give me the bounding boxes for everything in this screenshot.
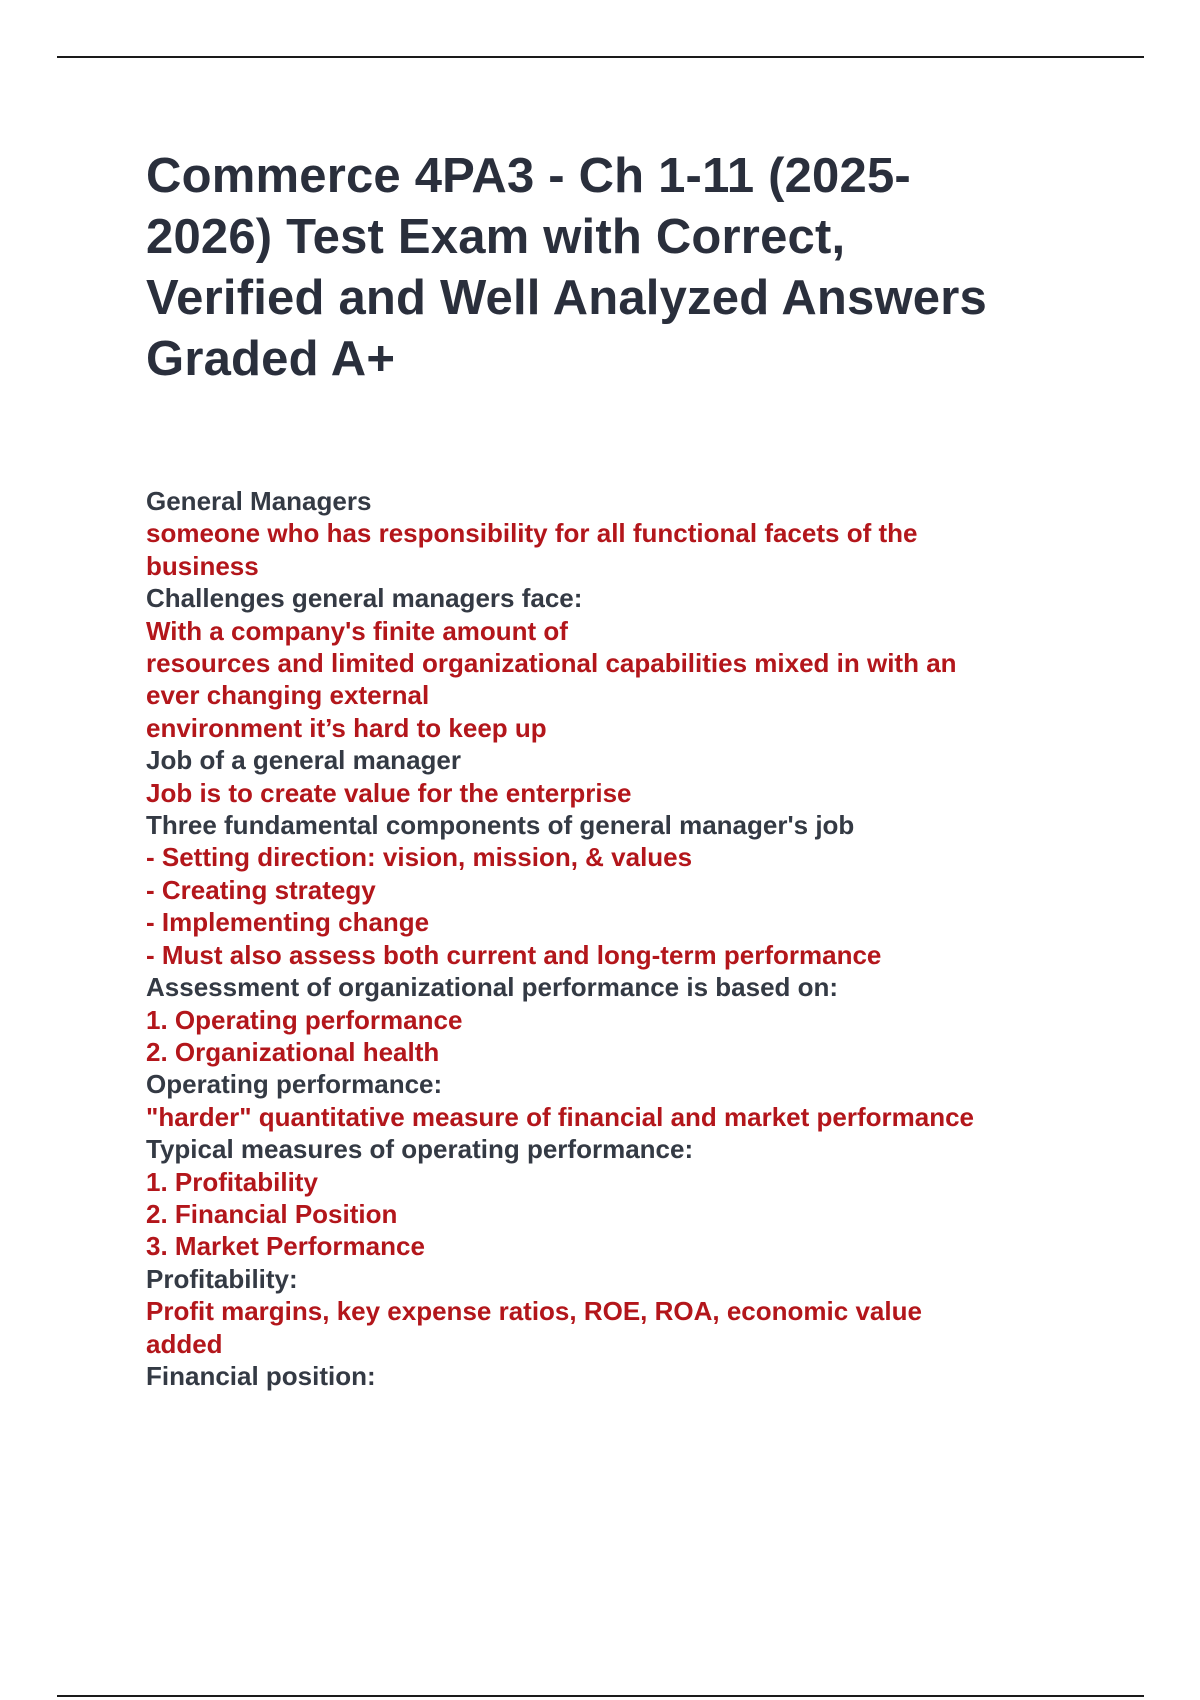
- title-line: Graded A+: [146, 332, 396, 386]
- flashcard-answer: Job is to create value for the enterprise: [146, 777, 632, 808]
- flashcard-term: Assessment of organizational performance is based on:: [146, 972, 839, 1003]
- flashcard-answer: Profit margins, key expense ratios, ROE, ROA, economic value: [146, 1296, 922, 1327]
- flashcard-term: Typical measures of operating performance:: [146, 1134, 694, 1165]
- flashcard-answer: business: [146, 550, 259, 581]
- flashcard-answer: ever changing external: [146, 680, 430, 711]
- flashcard-answer: - Setting direction: vision, mission, & values: [146, 842, 693, 873]
- flashcard-answer: 3. Market Performance: [146, 1231, 425, 1262]
- flashcard-answer: - Must also assess both current and long-term performance: [146, 939, 882, 970]
- flashcard-answer: 2. Organizational health: [146, 1036, 440, 1067]
- flashcard-answer: - Creating strategy: [146, 874, 376, 905]
- flashcard-answer: resources and limited organizational capabilities mixed in with an: [146, 648, 957, 679]
- flashcard-answer: 2. Financial Position: [146, 1198, 398, 1229]
- flashcard-content: [146, 485, 1066, 1392]
- flashcard-term: General Managers: [146, 486, 372, 516]
- flashcard-term: Three fundamental components of general manager's job: [146, 810, 855, 841]
- bottom-rule: [57, 1695, 1144, 1697]
- title-line: Verified and Well Analyzed Answers: [146, 271, 987, 325]
- flashcard-term: Challenges general managers face:: [146, 583, 583, 614]
- flashcard-answer: environment it’s hard to keep up: [146, 712, 547, 743]
- flashcard-term: Profitability:: [146, 1263, 298, 1294]
- flashcard-answer: - Implementing change: [146, 907, 430, 938]
- flashcard-term: Operating performance:: [146, 1069, 443, 1100]
- flashcard-term: Financial position:: [146, 1360, 376, 1391]
- flashcard-answer: "harder" quantitative measure of financial and market performance: [146, 1101, 975, 1132]
- flashcard-answer: someone who has responsibility for all functional facets of the: [146, 518, 918, 549]
- flashcard-term: Job of a general manager: [146, 745, 461, 776]
- flashcard-answer: 1. Operating performance: [146, 1004, 463, 1035]
- flashcard-answer: With a company's finite amount of: [146, 615, 568, 646]
- flashcard-answer: added: [146, 1328, 223, 1359]
- top-rule: [57, 56, 1144, 58]
- title-line: Commerce 4PA3 - Ch 1-11 (2025-: [146, 149, 911, 203]
- flashcard-answer: 1. Profitability: [146, 1166, 318, 1197]
- document-title: [146, 146, 1086, 390]
- title-line: 2026) Test Exam with Correct,: [146, 210, 846, 264]
